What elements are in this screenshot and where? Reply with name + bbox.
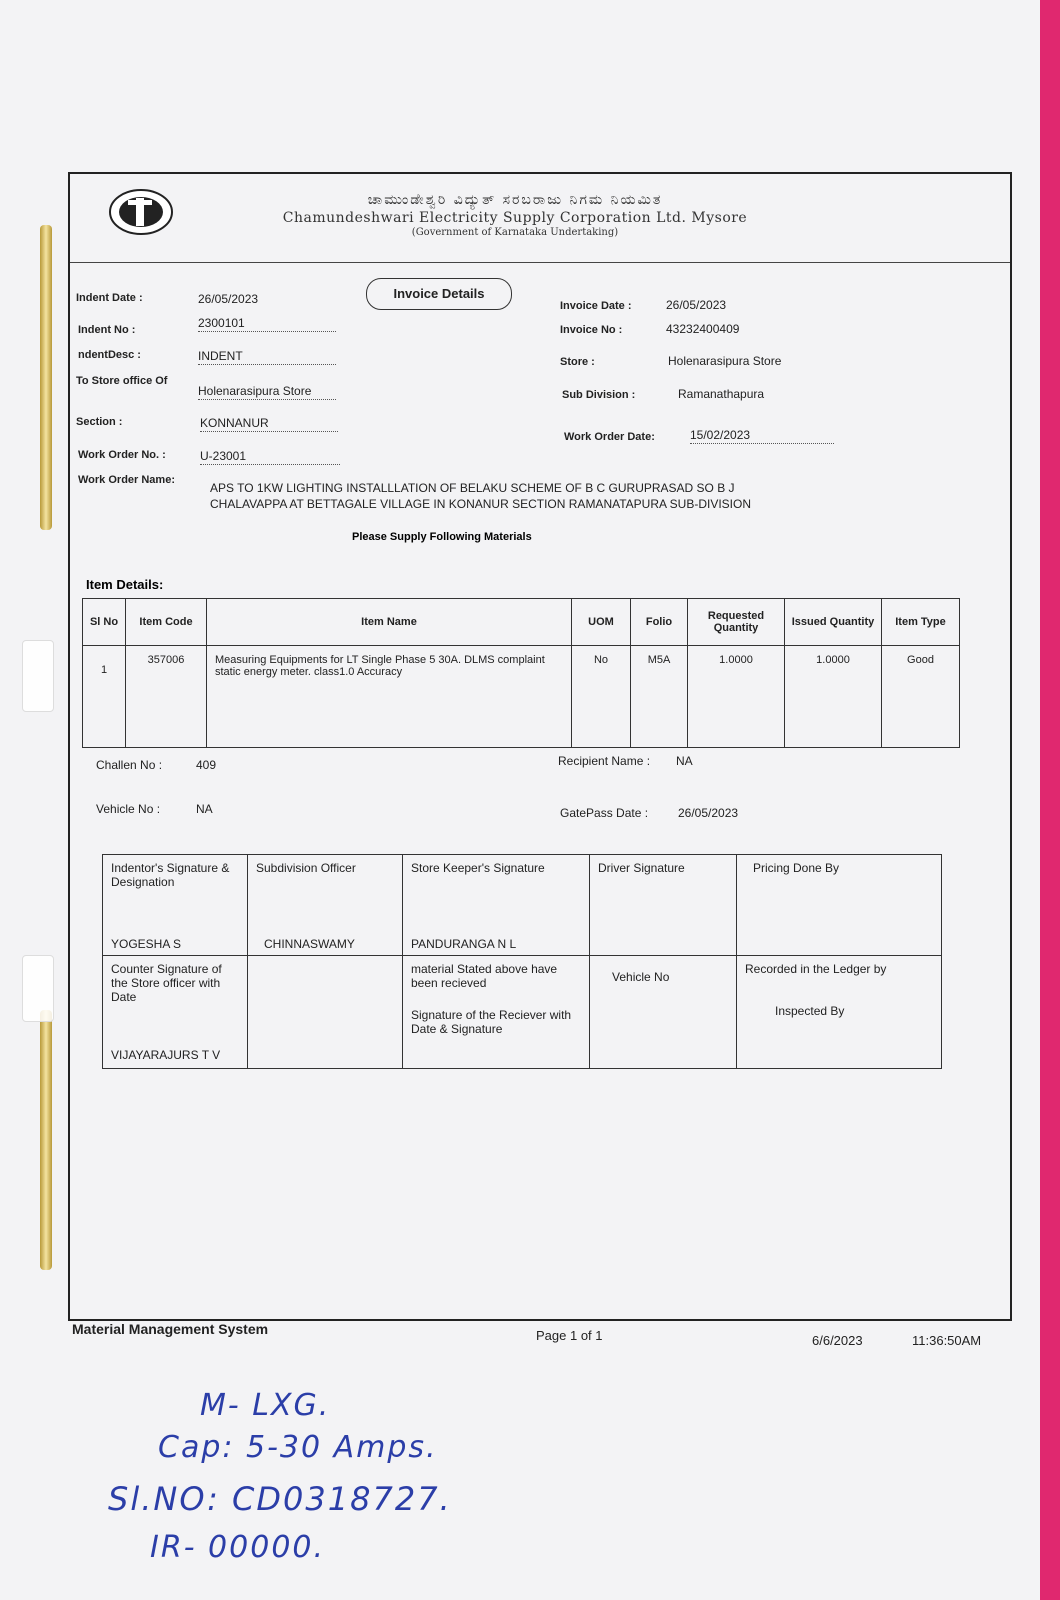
col-issued-qty: Issued Quantity [785, 599, 882, 646]
cell-requested-qty: 1.0000 [688, 646, 785, 748]
invoice-no-value: 43232400409 [666, 322, 740, 336]
gatepass-value: 26/05/2023 [678, 806, 739, 820]
company-subtitle: (Government of Karnataka Undertaking) [411, 227, 619, 238]
sig-inspected: Inspected By [775, 1004, 845, 1018]
work-order-no-label: Work Order No. : [78, 449, 166, 461]
sig-receiver: Signature of the Reciever with Date & Signature [411, 1008, 572, 1036]
footer-date: 6/6/2023 [812, 1333, 863, 1348]
binder-sleeve [22, 955, 54, 1022]
please-supply-text: Please Supply Following Materials [352, 531, 532, 543]
sub-division-label: Sub Division : [562, 389, 636, 401]
recipient-label: Recipient Name : [558, 754, 651, 768]
sig-cell-store-keeper [403, 855, 590, 956]
store-value: Holenarasipura Store [668, 354, 782, 368]
signature-row [103, 956, 942, 1069]
col-requested-qty: Requested Quantity [688, 599, 785, 646]
invoice-details-label: Invoice Details [366, 278, 512, 310]
sig-cell-vehicle [590, 956, 737, 1069]
signature-table [102, 854, 942, 1069]
indent-desc-label: ndentDesc : [78, 349, 141, 361]
footer-time: 11:36:50AM [912, 1333, 982, 1348]
to-store-value: Holenarasipura Store [198, 384, 336, 400]
challan-value: 409 [196, 758, 217, 772]
col-uom: UOM [572, 599, 631, 646]
footer-system-name: Material Management System [72, 1321, 269, 1337]
binder-clip [40, 1010, 52, 1270]
sig-cell-subdivision-officer [248, 855, 403, 956]
indent-desc-value: INDENT [198, 349, 336, 365]
invoice-date-value: 26/05/2023 [666, 298, 727, 312]
challan-label: Challen No : [96, 758, 163, 772]
cell-sl-no: 1 [83, 646, 126, 748]
vehicle-label: Vehicle No : [96, 802, 161, 816]
binder-sleeve [22, 640, 54, 712]
invoice-no-label: Invoice No : [560, 324, 623, 336]
col-sl-no: Sl No [83, 599, 126, 646]
sig-cell-pricing [737, 855, 942, 956]
recipient-value: NA [676, 754, 693, 768]
item-table-header [83, 599, 960, 646]
invoice-date-label: Invoice Date : [560, 300, 632, 312]
cell-item-code: 357006 [126, 646, 207, 748]
work-order-date-label: Work Order Date: [564, 431, 655, 443]
sig-title: Driver Signature [598, 861, 685, 875]
col-item-code: Item Code [126, 599, 207, 646]
sig-cell-received [403, 956, 590, 1069]
sig-name: PANDURANGA N L [411, 937, 517, 951]
handwritten-model: M- LXG. [200, 1388, 331, 1423]
item-details-title: Item Details: [86, 577, 164, 592]
sig-name: VIJAYARAJURS T V [111, 1048, 221, 1062]
work-order-name-label: Work Order Name: [78, 474, 175, 486]
col-item-type: Item Type [882, 599, 960, 646]
sig-title: material Stated above have been recieved [411, 962, 558, 990]
cell-folio: M5A [631, 646, 688, 748]
sig-cell-driver [590, 855, 737, 956]
footer-page: Page 1 of 1 [536, 1328, 603, 1343]
sig-title: Recorded in the Ledger by [745, 962, 887, 976]
cell-item-type: Good [882, 646, 960, 748]
signature-row [103, 855, 942, 956]
sub-division-value: Ramanathapura [678, 387, 765, 401]
sig-title: Indentor's Signature & Designation [111, 861, 230, 889]
work-order-date-value: 15/02/2023 [690, 428, 834, 444]
cesc-logo-icon [108, 186, 174, 238]
work-order-no-value: U-23001 [200, 449, 340, 465]
sig-cell-indentor [103, 855, 248, 956]
cell-issued-qty: 1.0000 [785, 646, 882, 748]
sig-cell-counter [103, 956, 248, 1069]
sig-title: Subdivision Officer [256, 861, 356, 875]
col-folio: Folio [631, 599, 688, 646]
indent-no-label: Indent No : [78, 324, 136, 336]
sig-title: Vehicle No [612, 970, 670, 984]
indent-no-value: 2300101 [198, 316, 336, 332]
invoice-frame [68, 172, 1012, 1321]
sig-title: Counter Signature of the Store officer with Date [111, 962, 222, 1004]
sig-cell-empty [248, 956, 403, 1069]
handwritten-ir: IR- 00000. [150, 1530, 326, 1565]
cell-uom: No [572, 646, 631, 748]
indent-date-label: Indent Date : [76, 292, 143, 304]
section-label: Section : [76, 416, 123, 428]
binder-clip [40, 225, 52, 530]
section-value: KONNANUR [200, 416, 338, 432]
work-order-name-value: APS TO 1KW LIGHTING INSTALLLATION OF BELAKU SCHEME OF B C GURUPRASAD SO B J CHALAVAPPA AT BETTAGALE VILLAGE IN KONANUR SECTION RAMANATAPURA SUB-DIVISION [210, 481, 752, 511]
indent-date-value: 26/05/2023 [198, 292, 259, 306]
cell-item-name: Measuring Equipments for LT Single Phase 5 30A. DLMS complaint static energy meter. class1.0 Accuracy [207, 646, 572, 748]
handwritten-capacity: Cap: 5-30 Amps. [158, 1430, 438, 1465]
handwritten-serial: Sl.NO: CD0318727. [108, 1480, 452, 1518]
sig-name: CHINNASWAMY [264, 937, 355, 951]
table-row [83, 646, 960, 748]
item-table [82, 598, 960, 748]
sig-title: Store Keeper's Signature [411, 861, 545, 875]
sig-name: YOGESHA S [111, 937, 182, 951]
gatepass-label: GatePass Date : [560, 806, 649, 820]
vehicle-value: NA [196, 802, 213, 816]
sig-title: Pricing Done By [753, 861, 840, 875]
company-name: Chamundeshwari Electricity Supply Corporation Ltd. Mysore [282, 210, 748, 226]
store-label: Store : [560, 356, 595, 368]
kannada-company-name: ಚಾಮುಂಡೇಶ್ವರಿ ವಿದ್ಯುತ್ ಸರಬರಾಜು ನಿಗಮ ನಿಯಮಿತ [367, 192, 663, 208]
to-store-label: To Store office Of [76, 375, 168, 387]
letterhead [70, 174, 1010, 263]
sig-cell-ledger [737, 956, 942, 1069]
col-item-name: Item Name [207, 599, 572, 646]
